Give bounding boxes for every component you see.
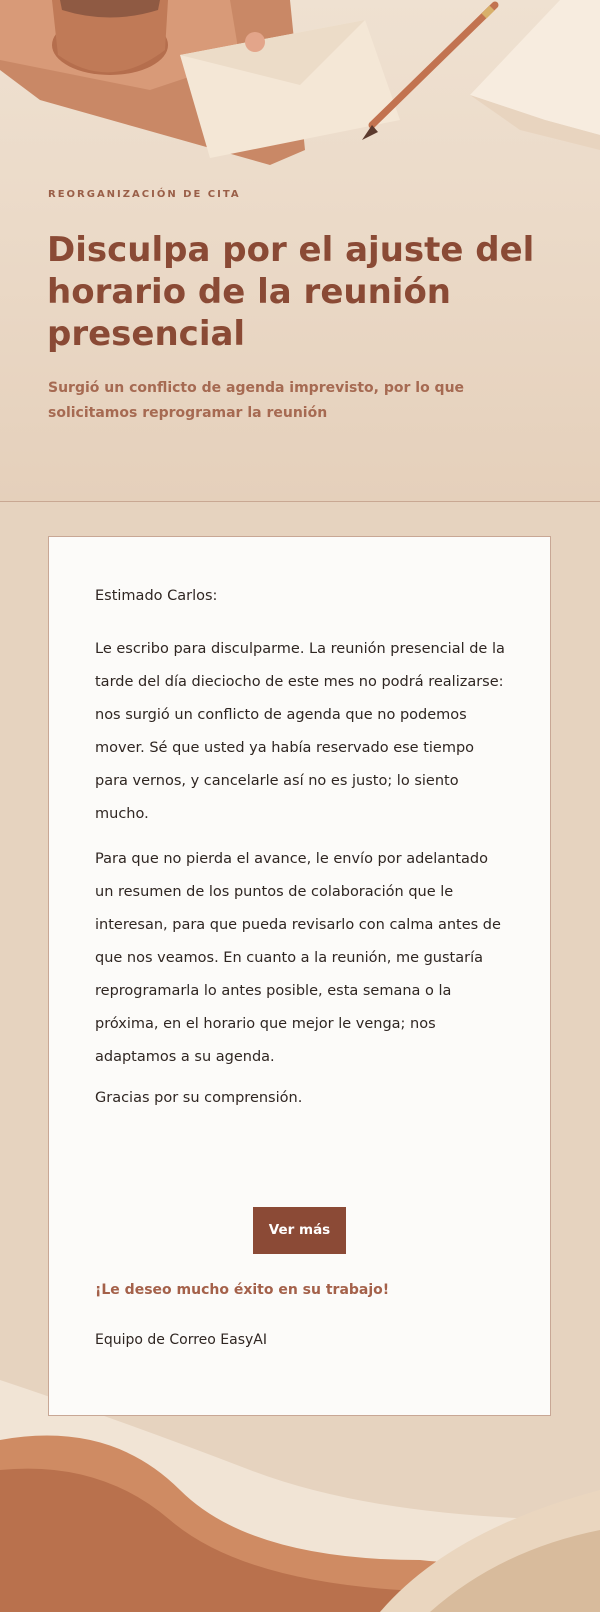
ver-mas-button[interactable]: Ver más [253,1207,346,1254]
signature: Equipo de Correo EasyAI [95,1332,267,1348]
email-card [48,536,551,1416]
page-subtitle: Surgió un conflicto de agenda imprevisto, por lo que solicitamos reprogramar la reunión [48,380,465,421]
body-paragraph: Le escribo para disculparme. La reunión presencial de la tarde del día dieciocho de este mes no podrá realizarse: nos surgió un conflicto de agenda que no podemos mover. Sé que usted ya había reservado ese tiempo para vernos, y cancelarle así no es justo; lo siento mucho. [95,641,505,822]
eyebrow-label: REORGANIZACIÓN DE CITA [48,189,241,200]
greeting: Estimado Carlos: [95,588,218,604]
email-body [95,584,505,1110]
header-banner [0,0,600,502]
cta-container [49,1207,550,1254]
page-title: Disculpa por el ajuste del horario de la reunión presencial [47,230,535,354]
header-divider [0,501,600,502]
closing-wish: ¡Le deseo mucho éxito en su trabajo! [95,1282,390,1298]
thanks-line: Gracias por su comprensión. [95,1090,303,1106]
body-paragraph: Para que no pierda el avance, le envío por adelantado un resumen de los puntos de colaboración que le interesan, para que pueda revisarlo con calma antes de que nos veamos. En cuanto a la reunión, me gustaría reprogramarla lo antes posible, esta semana o la próxima, en el horario que mejor le venga; nos adaptamos a su agenda. [95,851,501,1065]
